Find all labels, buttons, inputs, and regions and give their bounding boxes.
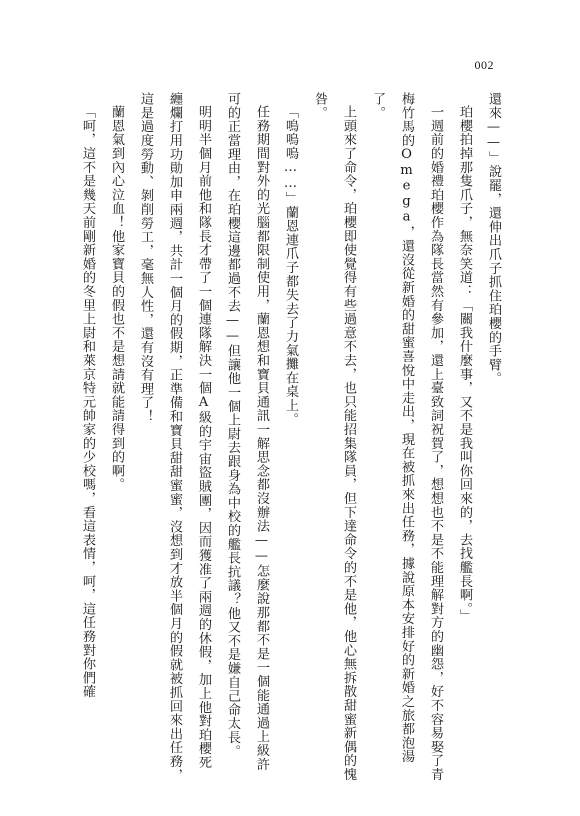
paragraph: 一週前的婚禮珀櫻作為隊長當然有參加，還上臺致詞祝賀了，想想也不是不能理解對方的幽怨，好不容易娶了青梅竹馬的Omega，還沒從新婚的甜蜜喜悅中走出，現在被抓來出任務，據說原本安排好的新婚之旅都泡湯了。 — [370, 92, 443, 782]
paragraph: 珀櫻拍掉那隻爪子，無奈笑道：「關我什麼事，又不是我叫你回來的，去找艦長啊。」 — [457, 105, 472, 623]
body-text — [80, 92, 508, 782]
paragraph: 明明半個月前他和隊長才帶了一個連隊解決一個A級的宇宙盜賊團，因而獲准了兩週的休假，加上他對珀櫻死纏爛打用功勛加申兩週，共計一個月的假期，正準備和寶貝甜甜蜜蜜，沒想到才放半個月的假就被抓回來出任務，這是過度勞動、剝削勞工，毫無人性，還有沒有理了！ — [138, 92, 211, 782]
paragraph: 上頭來了命令，珀櫻即使覺得有些過意不去，也只能招集隊員，但下達命令的不是他，他心無拆散甜蜜新偶的愧咎。 — [312, 92, 356, 782]
paragraph: 任務期間對外的光腦都限制使用，蘭恩想和寶貝通訊一解思念都沒辦法——怎麼說那都不是一個能通過上級許可的正當理由，在珀櫻這邊都過不去——但讓他一個上尉去跟身為中校的艦長抗議？他又不是嫌自己命太長。 — [225, 92, 269, 772]
paragraph: 「嗚嗚嗚……」蘭恩連爪子都失去了力氣攤在桌上。 — [283, 105, 298, 427]
paragraph: 「呵，這不是幾天前剛新婚的冬里上尉和萊京特元帥家的少校嗎，看這表情，呵，這任務對你們確 — [80, 105, 95, 699]
page-number: 002 — [474, 58, 494, 72]
paragraph: 還來——」說罷，還伸出爪子抓住珀櫻的手臂。 — [486, 92, 501, 386]
paragraph: 蘭恩氣到內心泣血！他家寶貝的假也不是想請就能請得到的啊。 — [109, 105, 124, 492]
